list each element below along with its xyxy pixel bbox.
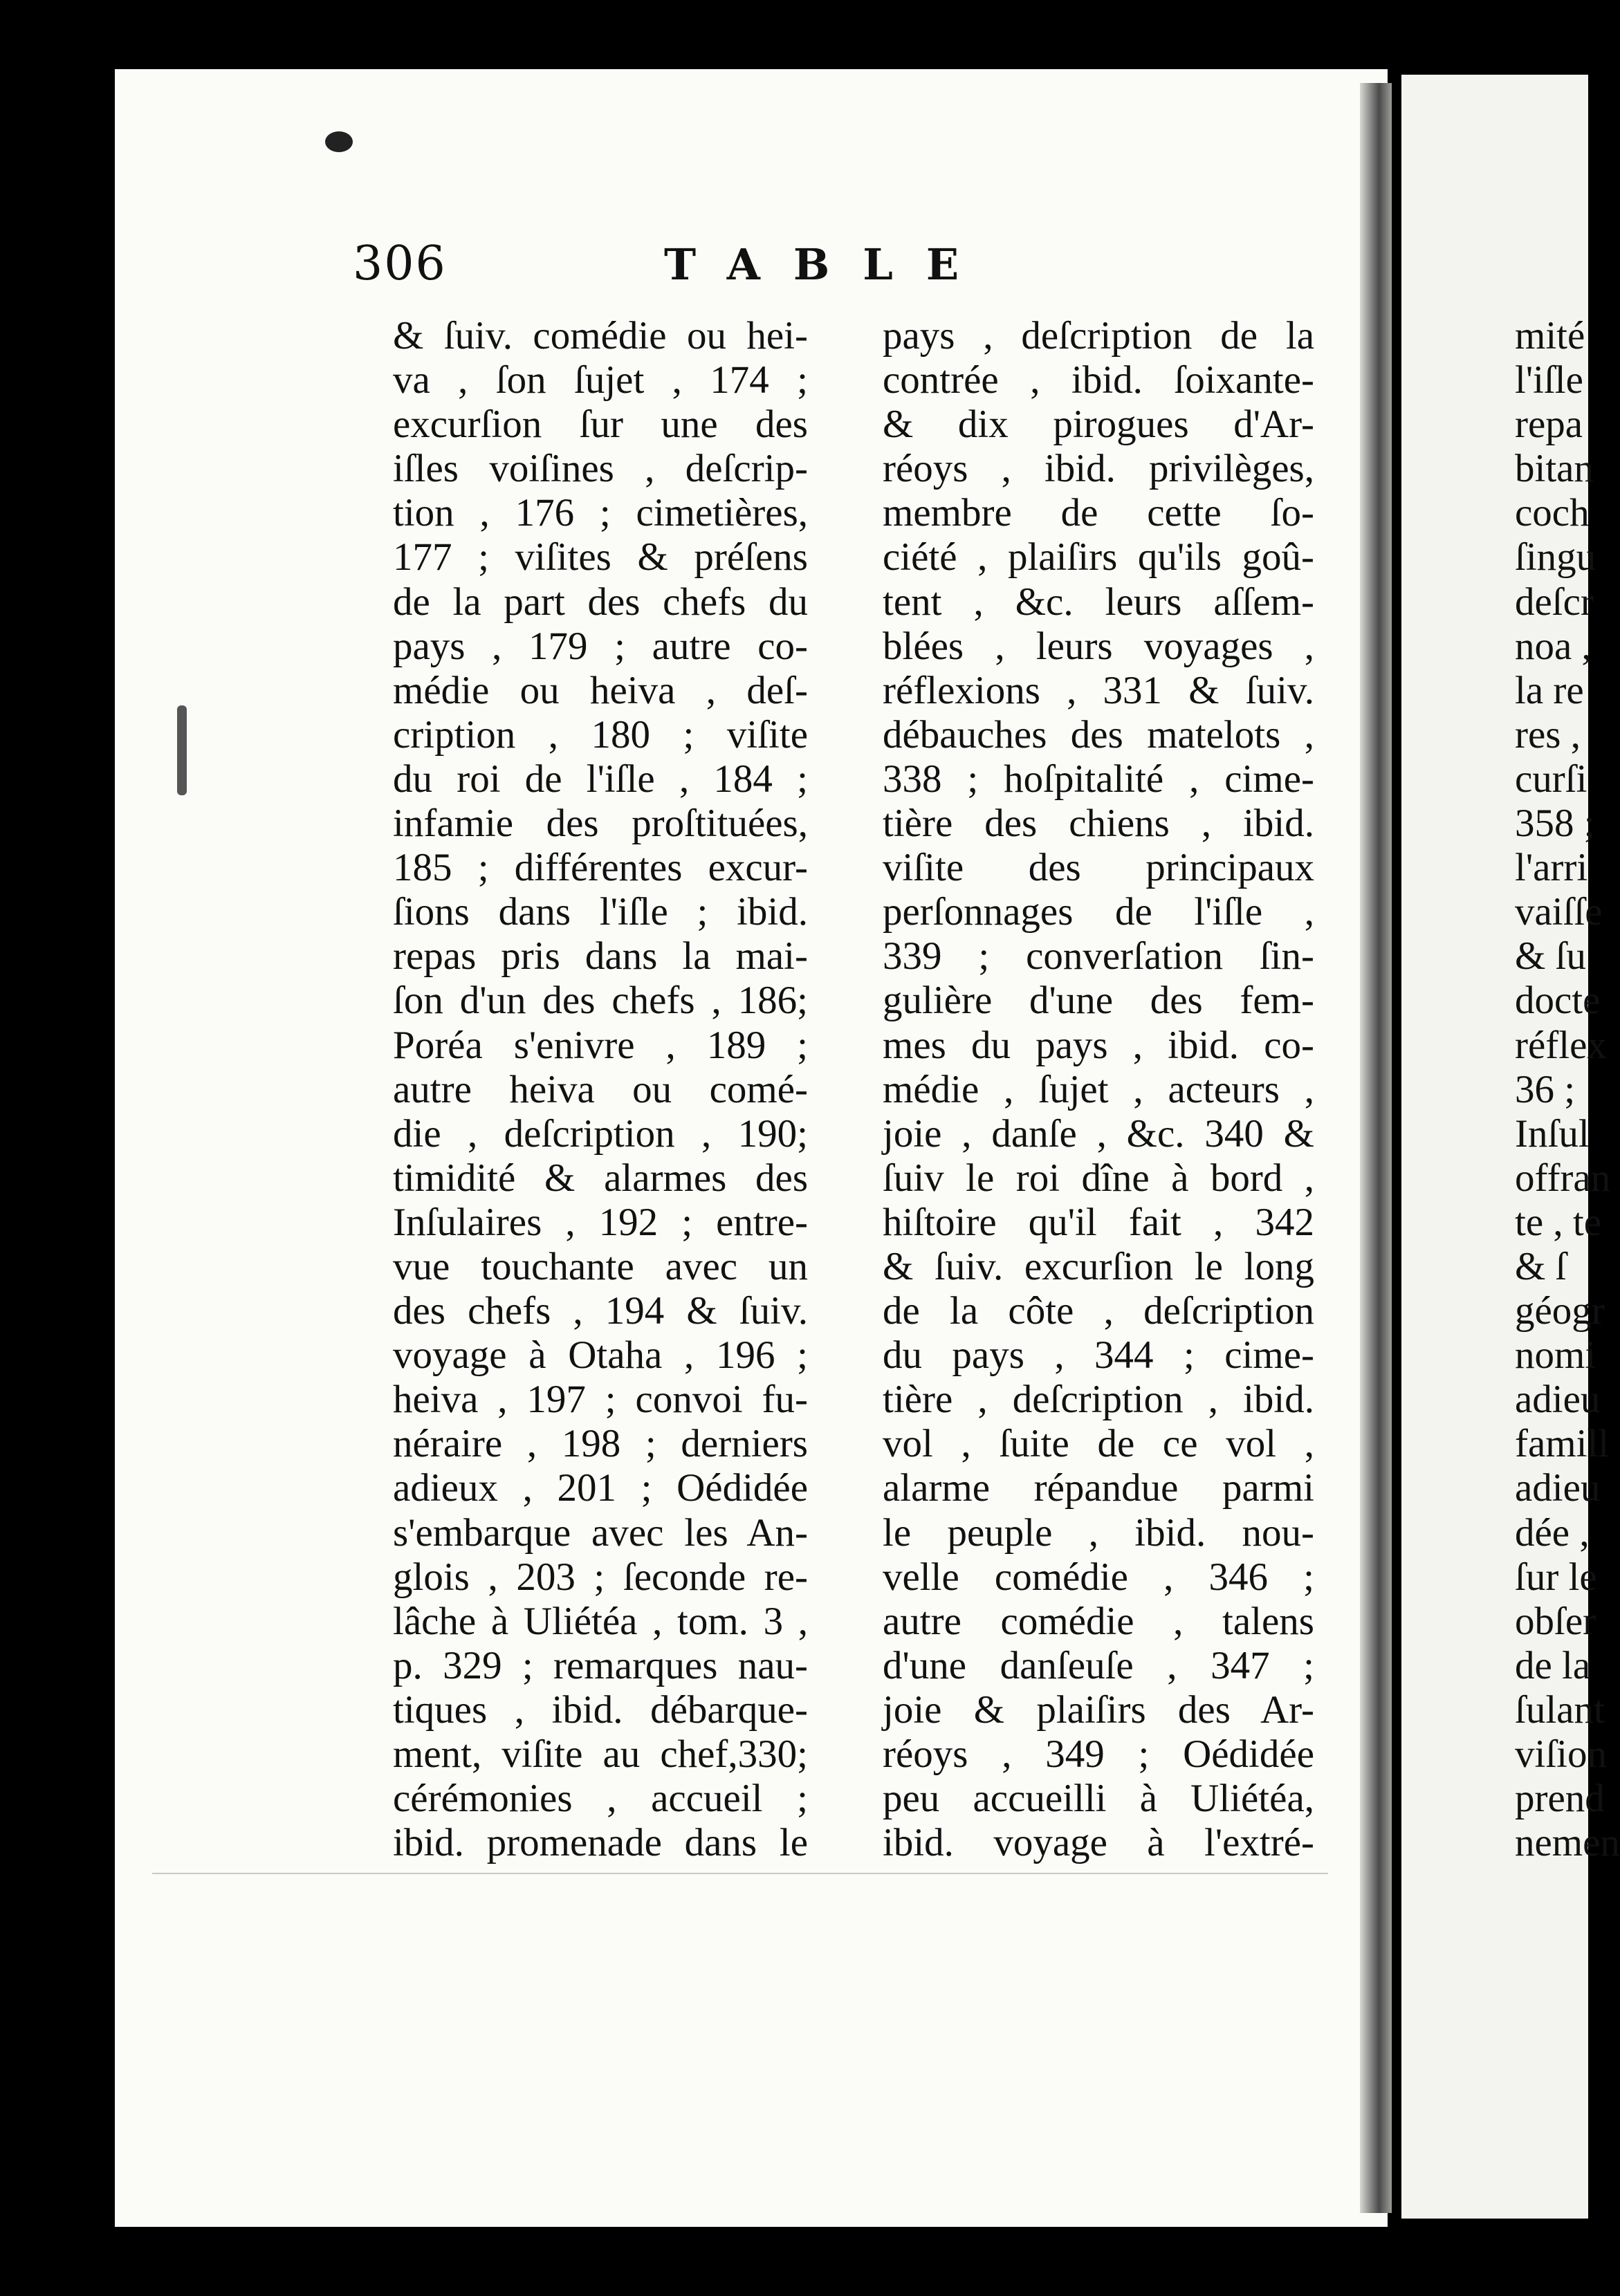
index-line: géogr — [1515, 1289, 1605, 1333]
index-line: 185 ; différentes excur- — [393, 846, 808, 890]
index-line: joie , danſe , &c. 340 & — [883, 1111, 1314, 1156]
index-line: réflexions , 331 & ſuiv. — [883, 668, 1314, 712]
index-line: cription , 180 ; viſite — [393, 712, 808, 757]
index-line: p. 329 ; remarques nau- — [393, 1643, 808, 1687]
index-line: adieu — [1515, 1466, 1601, 1510]
index-line: ciété , plaiſirs qu'ils goû- — [883, 535, 1314, 580]
index-line: bitan — [1515, 447, 1594, 491]
index-line: autre heiva ou comé- — [393, 1067, 808, 1111]
index-line: vaiſſe — [1515, 890, 1603, 934]
index-line: du pays , 344 ; cime- — [883, 1333, 1314, 1378]
index-line: obſer — [1515, 1599, 1596, 1643]
index-line: ſon d'un des chefs , 186; — [393, 979, 808, 1023]
index-line: 177 ; viſites & préſens — [393, 535, 808, 580]
index-line: & ſuiv. comédie ou hei- — [393, 314, 808, 358]
index-line: famill — [1515, 1422, 1610, 1466]
index-column-middle — [883, 314, 1314, 1865]
index-line: ibid. promenade dans le — [393, 1821, 808, 1865]
index-line: deſcr — [1515, 580, 1594, 624]
index-line: débauches des matelots , — [883, 712, 1314, 757]
index-line: docte — [1515, 979, 1601, 1023]
index-line: 339 ; converſation ſin- — [883, 934, 1314, 979]
index-line: ſingu — [1515, 535, 1596, 580]
index-line: cérémonies , accueil ; — [393, 1777, 808, 1821]
bottom-rule — [152, 1873, 1328, 1874]
index-line: offran — [1515, 1156, 1611, 1200]
index-line: adieu — [1515, 1378, 1601, 1422]
index-line: & ſ — [1515, 1244, 1567, 1288]
index-line: nomi — [1515, 1333, 1596, 1378]
index-line: ſions dans l'iſle ; ibid. — [393, 890, 808, 934]
index-line: peu accueilli à Uliétéa, — [883, 1777, 1314, 1821]
index-line: & ſu — [1515, 934, 1586, 979]
index-line: membre de cette ſo- — [883, 491, 1314, 535]
index-line: d'une danſeuſe , 347 ; — [883, 1643, 1314, 1687]
index-line: repas pris dans la mai- — [393, 934, 808, 979]
index-line: voyage à Otaha , 196 ; — [393, 1333, 808, 1378]
index-line: blées , leurs voyages , — [883, 624, 1314, 668]
index-line: ment, viſite au chef,330; — [393, 1732, 808, 1776]
index-line: prend — [1515, 1777, 1605, 1821]
page-number: 306 — [353, 237, 447, 291]
running-title: TABLE — [664, 239, 993, 290]
index-line: mes du pays , ibid. co- — [883, 1023, 1314, 1067]
index-line: des chefs , 194 & ſuiv. — [393, 1289, 808, 1333]
index-line: va , ſon ſujet , 174 ; — [393, 358, 808, 402]
index-line: l'iſle — [1515, 358, 1583, 402]
index-line: perſonnages de l'iſle , — [883, 890, 1314, 934]
index-line: & dix pirogues d'Ar- — [883, 402, 1314, 447]
index-line: nemen — [1515, 1821, 1620, 1865]
index-line: le peuple , ibid. nou- — [883, 1510, 1314, 1555]
index-line: 36 ; — [1515, 1067, 1576, 1111]
index-line: réflex — [1515, 1023, 1607, 1067]
index-line: repa — [1515, 402, 1583, 447]
index-line: tiques , ibid. débarque- — [393, 1687, 808, 1732]
index-line: gulière d'une des fem- — [883, 979, 1314, 1023]
index-line: de la côte , deſcription — [883, 1289, 1314, 1333]
index-line: noa , — [1515, 624, 1592, 668]
index-line: tière des chiens , ibid. — [883, 802, 1314, 846]
index-line: la re — [1515, 668, 1584, 712]
index-line: adieux , 201 ; Oédidée — [393, 1466, 808, 1510]
index-line: de la — [1515, 1643, 1591, 1687]
index-line: ibid. voyage à l'extré- — [883, 1821, 1314, 1865]
index-line: 338 ; hoſpitalité , cime- — [883, 757, 1314, 801]
index-line: Inſulaires , 192 ; entre- — [393, 1200, 808, 1244]
index-line: lâche à Uliétéa , tom. 3 , — [393, 1599, 808, 1643]
index-line: réoys , ibid. privilèges, — [883, 447, 1314, 491]
index-line: pays , 179 ; autre co- — [393, 624, 808, 668]
index-line: heiva , 197 ; convoi fu- — [393, 1378, 808, 1422]
index-line: coch — [1515, 491, 1590, 535]
index-line: de la part des chefs du — [393, 580, 808, 624]
index-line: velle comédie , 346 ; — [883, 1555, 1314, 1599]
index-line: autre comédie , talens — [883, 1599, 1314, 1643]
index-line: glois , 203 ; ſeconde re- — [393, 1555, 808, 1599]
index-line: s'embarque avec les An- — [393, 1510, 808, 1555]
running-head — [353, 237, 1252, 306]
index-line: l'arri — [1515, 846, 1588, 890]
index-line: néraire , 198 ; derniers — [393, 1422, 808, 1466]
index-line: pays , deſcription de la — [883, 314, 1314, 358]
index-line: médie , ſujet , acteurs , — [883, 1067, 1314, 1111]
index-line: hiſtoire qu'il fait , 342 — [883, 1200, 1314, 1244]
index-column-right-partial — [1515, 314, 1620, 1865]
index-line: contrée , ibid. ſoixante- — [883, 358, 1314, 402]
index-line: mité — [1515, 314, 1585, 358]
index-line: ſulant — [1515, 1687, 1605, 1732]
index-line: joie & plaiſirs des Ar- — [883, 1687, 1314, 1732]
index-line: timidité & alarmes des — [393, 1156, 808, 1200]
index-line: vue touchante avec un — [393, 1244, 808, 1288]
index-line: tière , deſcription , ibid. — [883, 1378, 1314, 1422]
index-line: te , te — [1515, 1200, 1602, 1244]
index-line: iſles voiſines , deſcrip- — [393, 447, 808, 491]
index-line: ſur le — [1515, 1555, 1597, 1599]
index-column-left — [393, 314, 808, 1865]
index-line: Inſul — [1515, 1111, 1590, 1156]
index-line: ſuiv le roi dîne à bord , — [883, 1156, 1314, 1200]
index-line: vol , ſuite de ce vol , — [883, 1422, 1314, 1466]
index-line: curſi — [1515, 757, 1587, 801]
index-line: tent , &c. leurs aſſem- — [883, 580, 1314, 624]
index-line: dée , — [1515, 1510, 1590, 1555]
index-line: tion , 176 ; cimetières, — [393, 491, 808, 535]
index-line: infamie des proſtituées, — [393, 802, 808, 846]
index-line: alarme répandue parmi — [883, 1466, 1314, 1510]
index-line: réoys , 349 ; Oédidée — [883, 1732, 1314, 1776]
index-line: viſite des principaux — [883, 846, 1314, 890]
index-line: médie ou heiva , deſ- — [393, 668, 808, 712]
index-line: du roi de l'iſle , 184 ; — [393, 757, 808, 801]
ink-blot — [325, 131, 353, 152]
index-line: excurſion ſur une des — [393, 402, 808, 447]
margin-mark — [177, 705, 187, 795]
index-line: viſion — [1515, 1732, 1608, 1776]
index-line: res , — [1515, 712, 1581, 757]
index-line: & ſuiv. excurſion le long — [883, 1244, 1314, 1288]
book-gutter — [1360, 83, 1392, 2213]
index-line: die , deſcription , 190; — [393, 1111, 808, 1156]
index-line: Poréa s'enivre , 189 ; — [393, 1023, 808, 1067]
index-line: 358 ; — [1515, 802, 1595, 846]
